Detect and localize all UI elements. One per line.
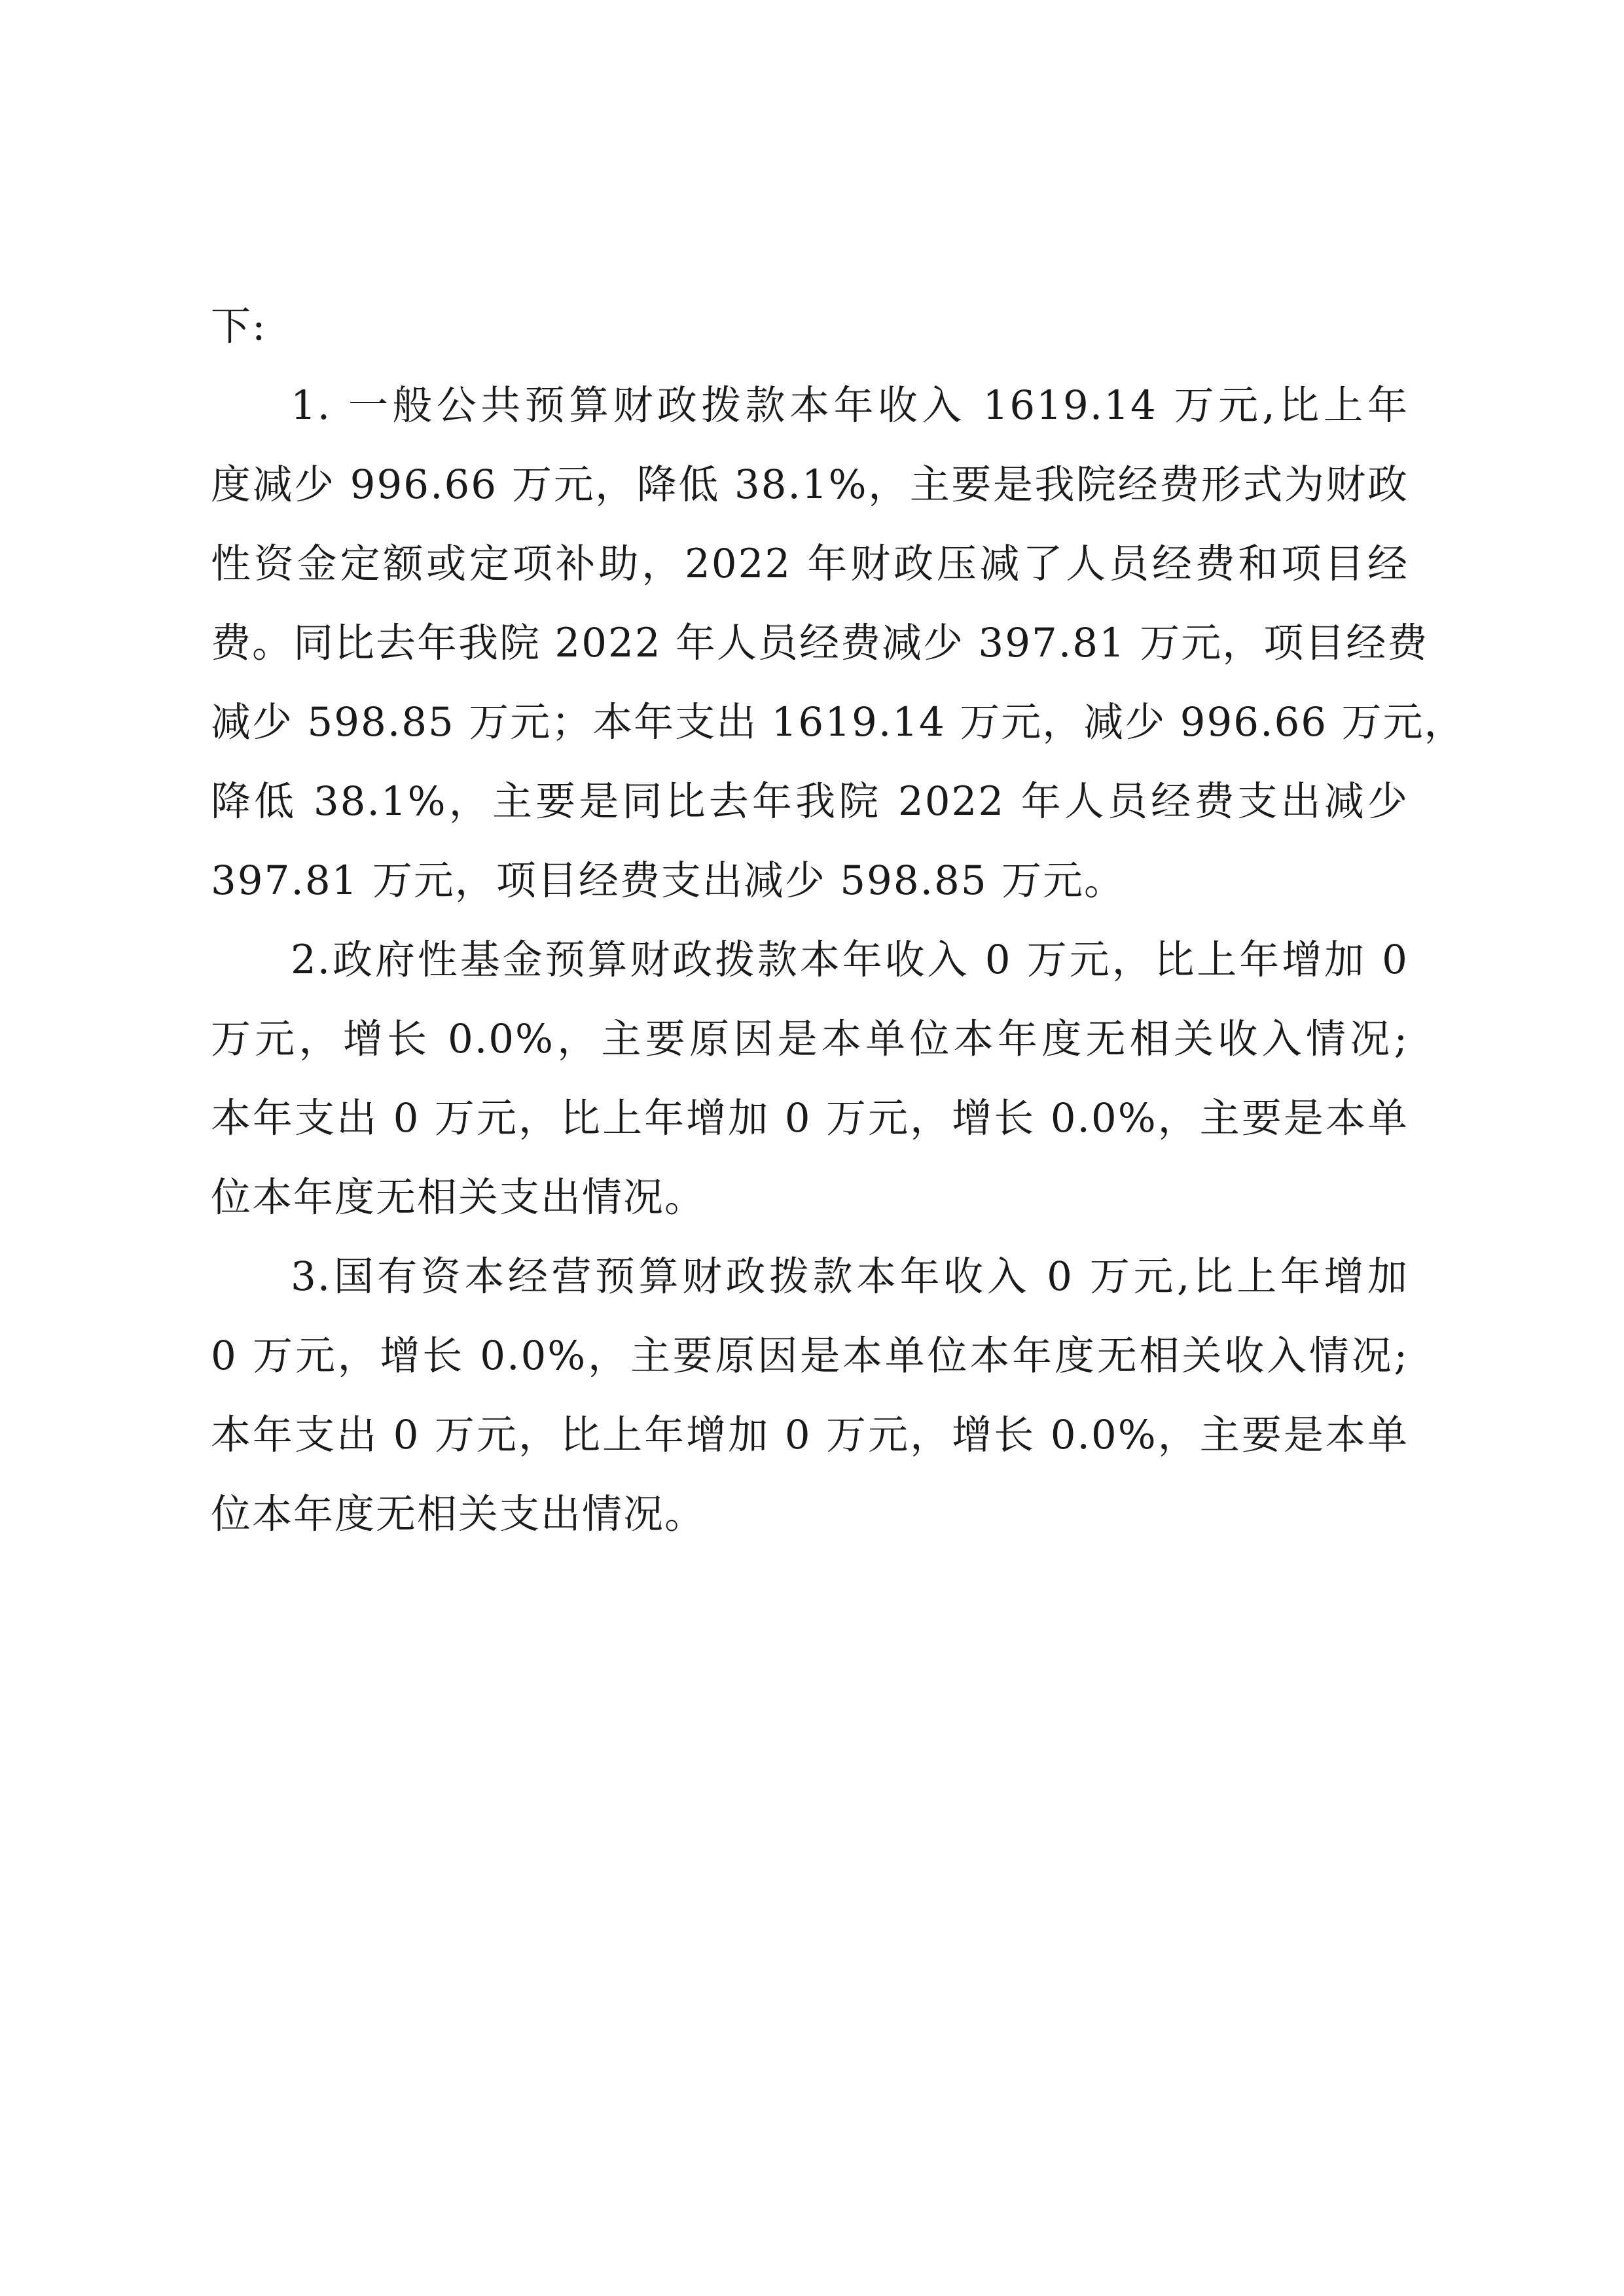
text-line: 位本年度无相关支出情况。: [211, 1491, 706, 1537]
intro-line: 下:: [211, 303, 267, 350]
text-line: 本年支出 0 万元，比上年增加 0 万元，增长 0.0%，主要是本单: [211, 1095, 1409, 1141]
text-line: 降低 38.1%，主要是同比去年我院 2022 年人员经费支出减少: [211, 778, 1409, 825]
text-line: 本年支出 0 万元，比上年增加 0 万元，增长 0.0%，主要是本单: [211, 1412, 1409, 1458]
text-line: 位本年度无相关支出情况。: [211, 1174, 706, 1221]
text-line: 0 万元，增长 0.0%，主要原因是本单位本年度无相关收入情况;: [211, 1333, 1409, 1379]
paragraph-government-fund: [211, 920, 1409, 1237]
body-text: [211, 287, 1466, 1554]
text-line: 减少 598.85 万元；本年支出 1619.14 万元，减少 996.66 万元，: [211, 699, 1466, 745]
text-line: 397.81 万元，项目经费支出减少 598.85 万元。: [211, 857, 1126, 904]
text-line: 2.政府性基金预算财政拨款本年收入 0 万元，比上年增加 0: [291, 937, 1409, 983]
text-line: 1. 一般公共预算财政拨款本年收入 1619.14 万元,比上年: [291, 382, 1409, 429]
text-line: 度减少 996.66 万元，降低 38.1%，主要是我院经费形式为财政: [211, 461, 1409, 508]
paragraph-state-capital: [211, 1237, 1409, 1554]
paragraph-general-budget: [211, 366, 1466, 920]
text-line: 3.国有资本经营预算财政拨款本年收入 0 万元,比上年增加: [291, 1253, 1409, 1300]
text-line: 性资金定额或定项补助，2022 年财政压减了人员经费和项目经: [211, 541, 1409, 587]
text-line: 费。同比去年我院 2022 年人员经费减少 397.81 万元，项目经费: [211, 620, 1429, 666]
text-line: 万元，增长 0.0%，主要原因是本单位本年度无相关收入情况;: [211, 1016, 1409, 1062]
